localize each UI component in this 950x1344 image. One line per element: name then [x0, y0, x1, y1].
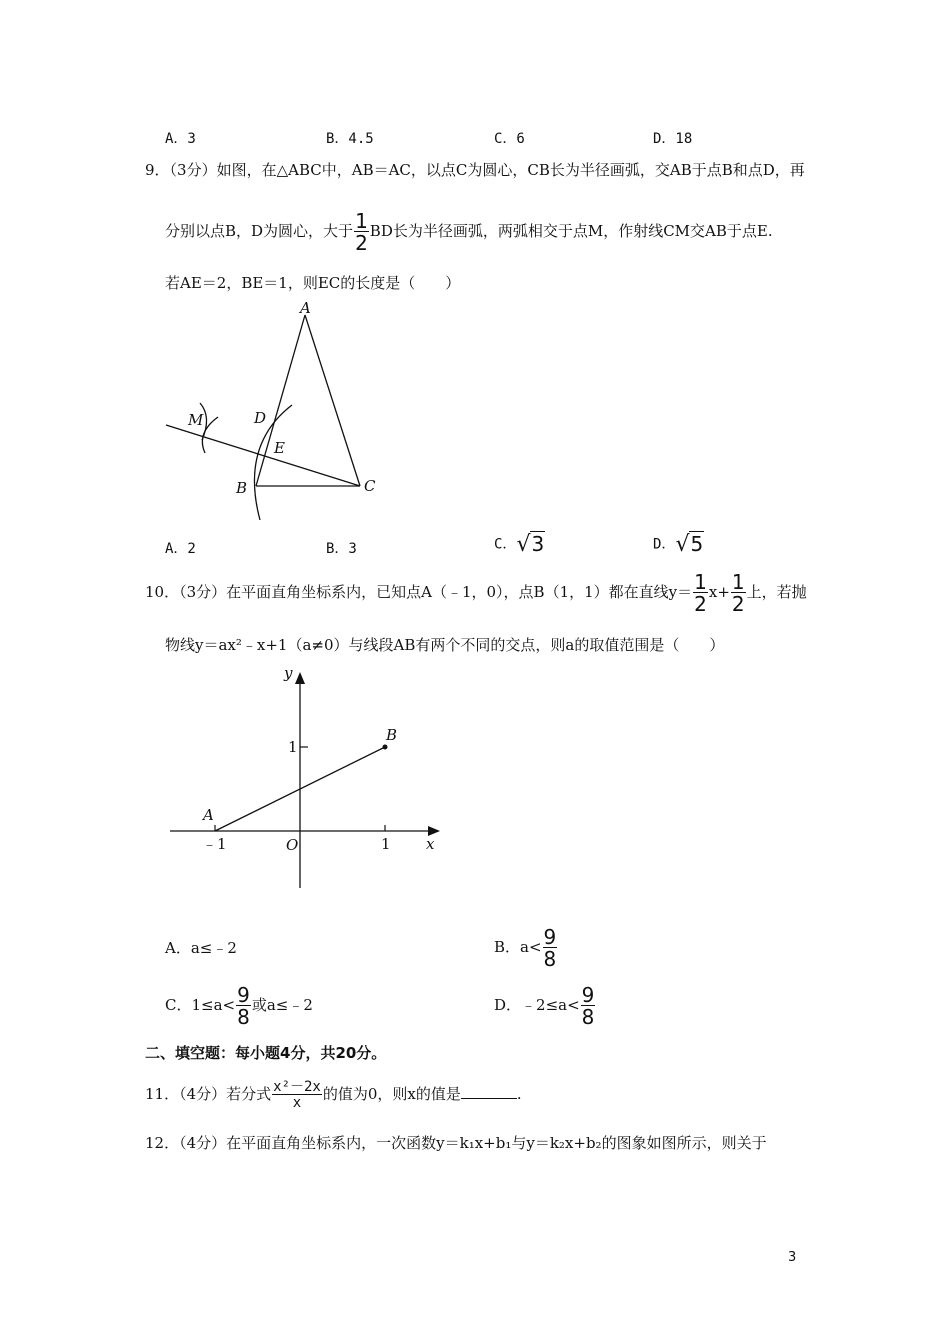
- label-point-b: B: [386, 726, 398, 744]
- q10-option-d-num: 9: [581, 983, 595, 1007]
- q8-option-a: A．3: [165, 131, 196, 147]
- q9-option-b: B．3: [326, 541, 357, 557]
- q10-frac1: [693, 572, 708, 614]
- q10-option-b-frac: [543, 927, 558, 969]
- q10-frac2: [731, 572, 746, 614]
- q9-stem-line1: 9．（3分）如图，在△ABC中，AB＝AC，以点C为圆心，CB长为半径画弧，交AB于点B和点D，再: [145, 161, 805, 179]
- q9-option-d: [653, 532, 704, 557]
- q10-option-c-num: 9: [237, 983, 250, 1007]
- q10-option-b-label: B．a<: [494, 938, 542, 956]
- q10-line1-b: x+: [708, 583, 730, 601]
- ray-cm: [166, 425, 360, 486]
- q11-mid: 的值为0，则x的值是: [322, 1085, 461, 1103]
- label-d: D: [254, 409, 267, 427]
- q10-frac1-num: 1: [694, 570, 707, 594]
- q8-option-c: C．6: [494, 131, 525, 147]
- q10-option-c-frac: [236, 985, 251, 1027]
- q11-fraction-den: x: [292, 1095, 302, 1111]
- q8-option-b: B．4.5: [326, 131, 374, 147]
- label-m: M: [188, 411, 204, 429]
- q8-option-d: D．18: [653, 131, 693, 147]
- q10-option-b-num: 9: [543, 925, 557, 949]
- q10-option-d-den: 8: [581, 1005, 595, 1029]
- y-axis-arrow: [295, 672, 305, 684]
- q9-stem-line2-b: BD长为半径画弧，两弧相交于点M，作射线CM交AB于点E.: [369, 222, 773, 240]
- label-y: y: [284, 664, 293, 682]
- q10-option-b-den: 8: [543, 947, 557, 971]
- q10-option-d-label: D．﹣2≤a<: [494, 996, 580, 1014]
- q9-fraction-den: 2: [355, 231, 368, 255]
- segment-ac: [305, 315, 360, 486]
- q9-option-c-label: C．: [494, 536, 517, 553]
- arc-center-d: [202, 417, 218, 453]
- q9-option-d-label: D．: [653, 536, 676, 553]
- label-b: B: [236, 479, 248, 497]
- q10-frac2-num: 1: [731, 570, 745, 594]
- q10-option-c: [165, 985, 313, 1027]
- q10-line1-c: 上，若抛: [746, 583, 807, 601]
- label-x: x: [426, 835, 435, 853]
- q9-fraction: [354, 211, 369, 253]
- q10-option-a: A．a≤﹣2: [165, 939, 237, 957]
- sqrt-5: √5: [675, 532, 704, 557]
- q10-option-b: [494, 927, 558, 969]
- q12-stem: 12．（4分）在平面直角坐标系内，一次函数y＝k₁x+b₁与y＝k₂x+b₂的图象如图所示，则关于: [145, 1134, 767, 1152]
- q9-triangle-figure: [160, 295, 390, 525]
- q9-option-c: [494, 532, 545, 557]
- label-x-one: 1: [381, 835, 391, 853]
- q10-coordinate-figure: [160, 660, 460, 900]
- page-number: 3: [788, 1250, 797, 1265]
- q11-fraction-num: x²－2x: [273, 1079, 321, 1095]
- q11-answer-blank[interactable]: [461, 1084, 517, 1099]
- label-e: E: [274, 439, 285, 457]
- q10-option-c-tail: 或a≤﹣2: [251, 996, 313, 1014]
- q10-option-d: [494, 985, 596, 1027]
- point-b: [383, 745, 388, 750]
- q10-stem-line2: 物线y＝ax²﹣x+1（a≠0）与线段AB有两个不同的交点，则a的取值范围是（ ）: [165, 636, 725, 654]
- label-y-one: 1: [288, 738, 298, 756]
- q11-lead: 11．（4分）若分式: [145, 1085, 272, 1103]
- q10-frac1-den: 2: [694, 592, 707, 616]
- q9-stem-line2: [165, 211, 773, 253]
- label-a: A: [300, 299, 311, 317]
- label-point-a: A: [203, 806, 214, 824]
- q11-end: .: [516, 1085, 522, 1103]
- q11-stem: [145, 1080, 522, 1110]
- label-origin: O: [286, 836, 299, 854]
- q10-option-d-frac: [581, 985, 596, 1027]
- q10-frac2-den: 2: [731, 592, 745, 616]
- q10-option-c-den: 8: [237, 1005, 250, 1029]
- q10-line1-a: 10．（3分）在平面直角坐标系内，已知点A（﹣1，0），点B（1，1）都在直线y＝: [145, 583, 693, 601]
- q9-stem-line3: 若AE＝2，BE＝1，则EC的长度是（ ）: [165, 274, 461, 292]
- sqrt-5-arg: 5: [690, 532, 704, 556]
- sqrt-3-arg: 3: [531, 532, 545, 556]
- section-heading: 二、填空题：每小题4分，共20分。: [145, 1044, 387, 1062]
- q11-fraction: [272, 1080, 322, 1110]
- q10-stem-line1: [145, 572, 807, 614]
- q9-option-a: A．2: [165, 541, 196, 557]
- q9-fraction-num: 1: [355, 209, 368, 233]
- q9-stem-line2-a: 分别以点B，D为圆心，大于: [165, 222, 354, 240]
- label-x-neg-one: ﹣1: [202, 835, 227, 853]
- sqrt-3: √3: [516, 532, 545, 557]
- q10-option-c-label: C．1≤a<: [165, 996, 236, 1014]
- label-c: C: [364, 477, 376, 495]
